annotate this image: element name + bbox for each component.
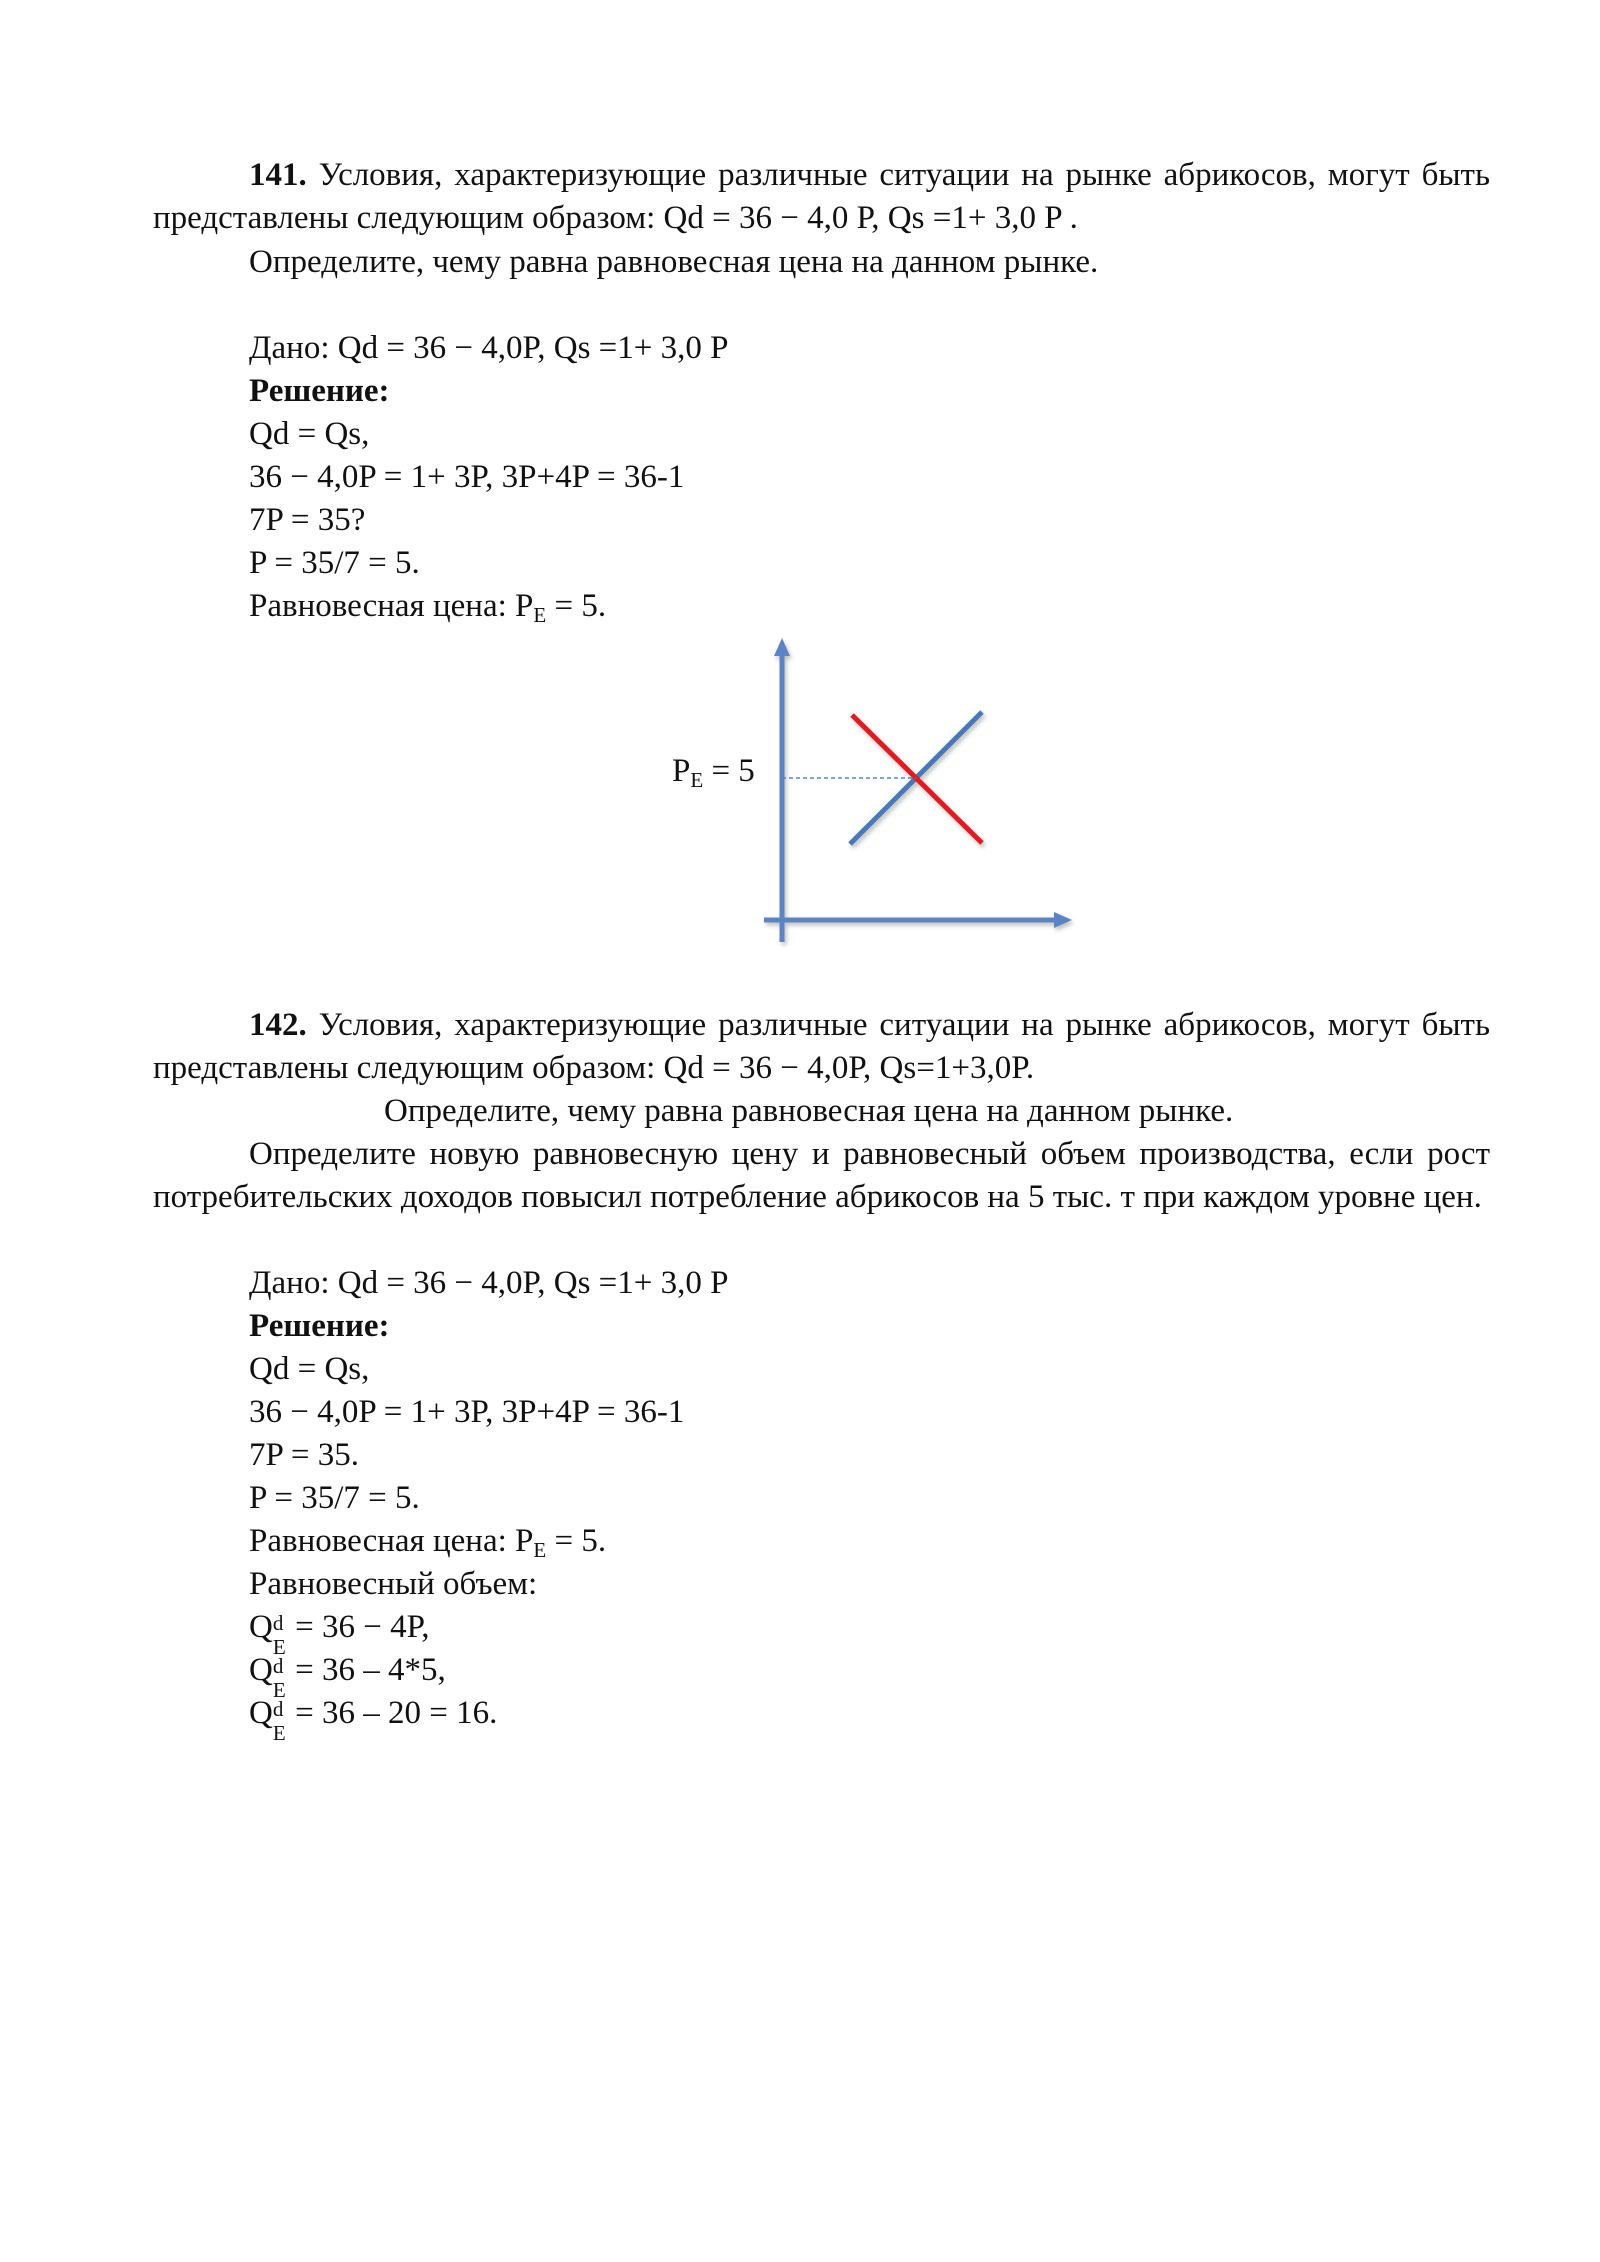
- problem-142-task-text: Определите новую равновесную цену и равновесный объем производства, если рост потребительских доходов повысил потребление абрикосов на 5 тыс. т при каждом уровне цен.: [153, 1136, 1490, 1215]
- problem-141-statement: [153, 154, 1490, 240]
- sup-sub-index: [272, 1697, 287, 1745]
- sub: E: [272, 1635, 286, 1659]
- eq-price-sub: E: [533, 603, 547, 627]
- supply-demand-chart: [660, 630, 1090, 950]
- problem-141-given: Дано: Qd = 36 − 4,0P, Qs =1+ 3,0 P: [249, 330, 729, 366]
- x-axis-arrowhead: [1054, 912, 1072, 928]
- problem-141-step: P = 35/7 = 5.: [249, 545, 420, 581]
- problem-141-solution-label: Решение:: [249, 373, 390, 409]
- eq-price-suffix: = 5.: [546, 588, 607, 624]
- problem-142-step: 7P = 35.: [249, 1437, 359, 1473]
- volume-expr: = 36 − 4P,: [286, 1609, 430, 1645]
- problem-142-task: [153, 1133, 1490, 1219]
- problem-142-step: 36 − 4,0P = 1+ 3P, 3P+4P = 36-1: [249, 1394, 685, 1430]
- problem-141-text: Условия, характеризующие различные ситуации на рынке абрикосов, могут быть представлены следующим образом: Qd = 36 − 4,0 P, Qs =1+ 3,0 P .: [153, 157, 1490, 236]
- problem-142-question: Определите, чему равна равновесная цена на данном рынке.: [384, 1093, 1234, 1129]
- y-axis-arrowhead: [774, 638, 790, 656]
- volume-line: [249, 1606, 430, 1659]
- problem-142-text: Условия, характеризующие различные ситуации на рынке абрикосов, могут быть представлены следующим образом: Qd = 36 − 4,0P, Qs=1+3,0P.: [153, 1007, 1490, 1086]
- problem-142-solution-label: Решение:: [249, 1308, 390, 1344]
- sup: d: [272, 1654, 284, 1678]
- volume-line: [249, 1649, 446, 1702]
- problem-141-step: 36 − 4,0P = 1+ 3P, 3P+4P = 36-1: [249, 459, 685, 495]
- problem-141-question: Определите, чему равна равновесная цена на данном рынке.: [249, 244, 1099, 280]
- problem-141-equilibrium-price: [249, 585, 606, 637]
- volume-expr: = 36 – 4*5,: [286, 1652, 446, 1688]
- chart-label-prefix: P: [672, 753, 691, 789]
- sub: E: [272, 1721, 286, 1745]
- problem-141-number: 141.: [249, 157, 307, 193]
- sup-sub-index: [272, 1611, 287, 1659]
- sup: d: [272, 1611, 284, 1635]
- eq-price-sub: E: [533, 1538, 547, 1562]
- problem-142-step: P = 35/7 = 5.: [249, 1480, 420, 1516]
- sub: E: [272, 1678, 286, 1702]
- q-symbol: Q: [249, 1695, 273, 1731]
- q-symbol: Q: [249, 1609, 273, 1645]
- sup-sub-index: [272, 1654, 287, 1702]
- eq-price-prefix: Равновесная цена: P: [249, 588, 534, 624]
- eq-price-suffix: = 5.: [546, 1523, 607, 1559]
- problem-142-step: Qd = Qs,: [249, 1351, 370, 1387]
- problem-141-step: Qd = Qs,: [249, 416, 370, 452]
- problem-142-given: Дано: Qd = 36 − 4,0P, Qs =1+ 3,0 P: [249, 1265, 729, 1301]
- sup: d: [272, 1697, 284, 1721]
- volume-line: [249, 1692, 498, 1745]
- eq-price-prefix: Равновесная цена: P: [249, 1523, 534, 1559]
- chart-label-sub: E: [690, 768, 704, 792]
- chart-label-suffix: = 5: [703, 753, 755, 789]
- problem-141-step: 7P = 35?: [249, 502, 366, 538]
- problem-142-statement: [153, 1004, 1490, 1090]
- problem-142-number: 142.: [249, 1007, 307, 1043]
- problem-142-volume-label: Равновесный объем:: [249, 1566, 538, 1602]
- volume-expr: = 36 – 20 = 16.: [286, 1695, 498, 1731]
- q-symbol: Q: [249, 1652, 273, 1688]
